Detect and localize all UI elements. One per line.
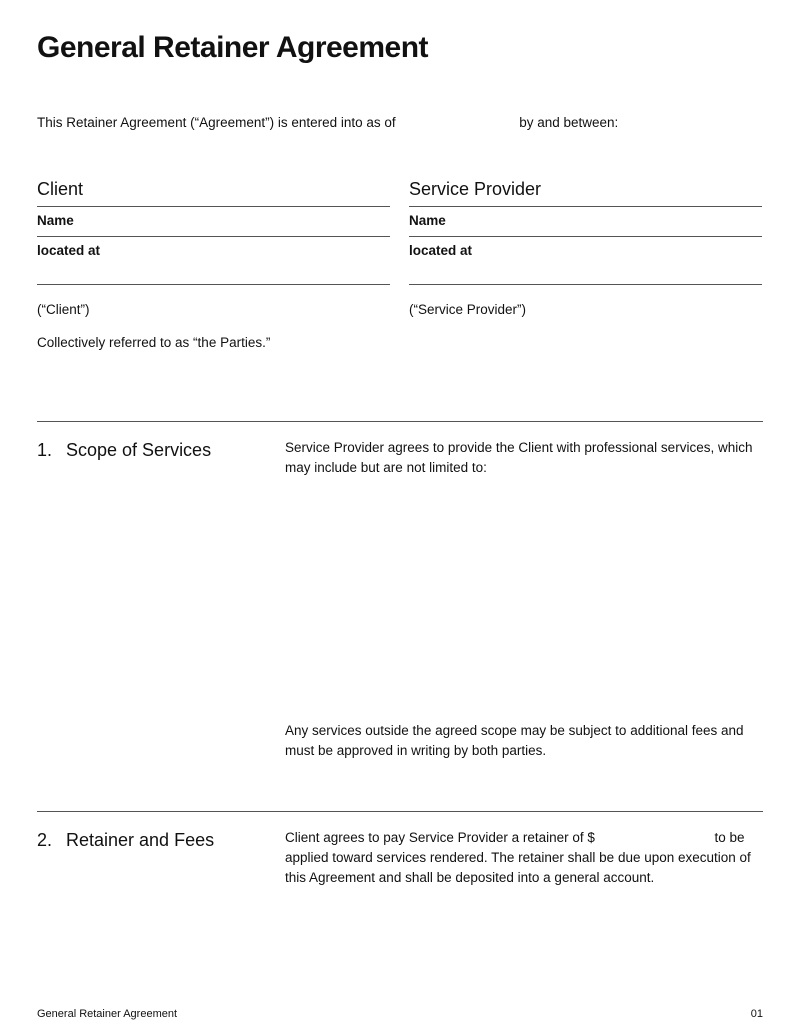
intro-sentence: [37, 114, 618, 132]
section-2-divider: [37, 811, 763, 812]
client-location-field[interactable]: located at: [37, 236, 390, 284]
provider-address-line[interactable]: [409, 284, 762, 291]
provider-party-block: [409, 177, 762, 319]
section-1-paragraph-1: Service Provider agrees to provide the Client with professional services, which may include but are not limited to:: [285, 440, 753, 475]
intro-text-after-date: by and between:: [519, 115, 619, 130]
section-2-number: 2.: [37, 830, 53, 850]
section-2-paragraph: [285, 828, 755, 888]
document-title: General Retainer Agreement: [37, 31, 429, 64]
section-2-title: Retainer and Fees: [66, 830, 215, 850]
client-alias: (“Client”): [37, 302, 90, 317]
intro-text-before-date: This Retainer Agreement (“Agreement”) is entered into as of: [37, 115, 396, 130]
retainer-text-after-amount: to be applied toward services rendered. The retainer shall be due upon execution of this Agreement and shall be deposited into a general account.: [285, 830, 751, 885]
client-heading: Client: [37, 179, 84, 199]
provider-name-field[interactable]: Name: [409, 206, 762, 236]
footer-page-number: 01: [750, 1008, 763, 1020]
section-1-title: Scope of Services: [66, 440, 212, 460]
client-address-line[interactable]: [37, 284, 390, 291]
section-1-number: 1.: [37, 440, 53, 460]
provider-heading: Service Provider: [409, 179, 542, 199]
client-party-block: [37, 177, 390, 319]
provider-alias: (“Service Provider”): [409, 302, 527, 317]
footer-document-label: General Retainer Agreement: [37, 1008, 178, 1020]
section-1-divider: [37, 421, 763, 422]
collective-note: Collectively referred to as “the Parties.”: [37, 335, 271, 350]
provider-location-field[interactable]: located at: [409, 236, 762, 284]
client-name-field[interactable]: Name: [37, 206, 390, 236]
retainer-text-before-amount: Client agrees to pay Service Provider a retainer of $: [285, 830, 595, 845]
section-1-paragraph-2: Any services outside the agreed scope may be subject to additional fees and must be approved in writing by both parties.: [285, 723, 744, 758]
